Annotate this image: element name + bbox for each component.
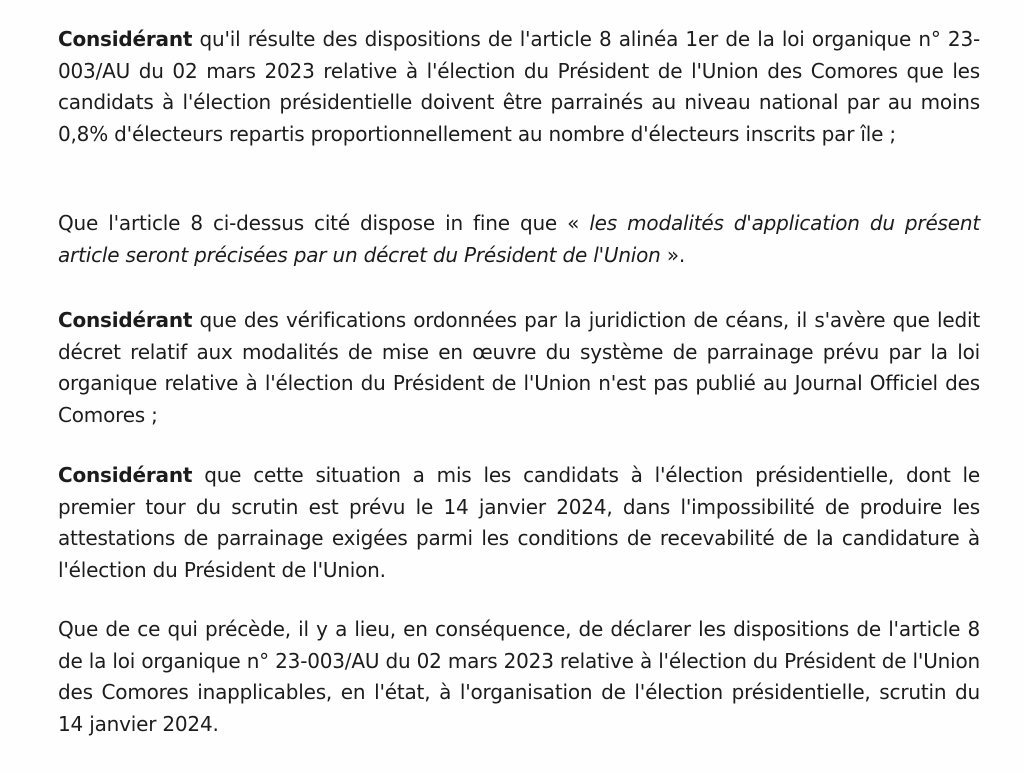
paragraph-considerant-2 <box>58 305 980 431</box>
paragraph-considerant-1 <box>58 24 980 150</box>
paragraph-lead: Considérant <box>58 463 193 487</box>
paragraph-considerant-3 <box>58 460 980 586</box>
quoted-italic-text: les modalités d'application du présent article seront précisées par un décret du Président de l'Union <box>58 211 981 267</box>
paragraph-article-8-quote <box>58 208 980 271</box>
paragraph-conclusion <box>58 614 980 740</box>
paragraph-body: Que de ce qui précède, il y a lieu, en conséquence, de déclarer les dispositions de l'article 8 de la loi organique n° 23-003/AU du 02 mars 2023 relative à l'élection du Président de l'Union des Comores inapplicables, en l'état, à l'organisation de l'élection présidentielle, scrutin du 14 janvier 2024. <box>58 617 980 736</box>
paragraph-body: que cette situation a mis les candidats à l'élection présidentielle, dont le premier tour du scrutin est prévu le 14 janvier 2024, dans l'impossibilité de produire les attestations de parrainage exigées parmi les conditions de recevabilité de la candidature à l'élection du Président de l'Union. <box>58 463 980 582</box>
paragraph-body: Que l'article 8 ci-dessus cité dispose in fine que « <box>58 211 590 235</box>
paragraph-lead: Considérant <box>58 308 193 332</box>
paragraph-body-end: ». <box>660 242 686 267</box>
paragraph-body: que des vérifications ordonnées par la juridiction de céans, il s'avère que ledit décret relatif aux modalités de mise en œuvre du système de parrainage prévu par la loi organique relative à l'élection du Président de l'Union n'est pas publié au Journal Officiel des Comores ; <box>58 308 980 427</box>
paragraph-body: qu'il résulte des dispositions de l'article 8 alinéa 1er de la loi organique n° 23-003/AU du 02 mars 2023 relative à l'élection du Président de l'Union des Comores que les candidats à l'élection présidentielle doivent être parrainés au niveau national par au moins 0,8% d'électeurs repartis proportionnellement au nombre d'électeurs inscrits par île ; <box>58 27 980 146</box>
paragraph-lead: Considérant <box>58 27 193 51</box>
